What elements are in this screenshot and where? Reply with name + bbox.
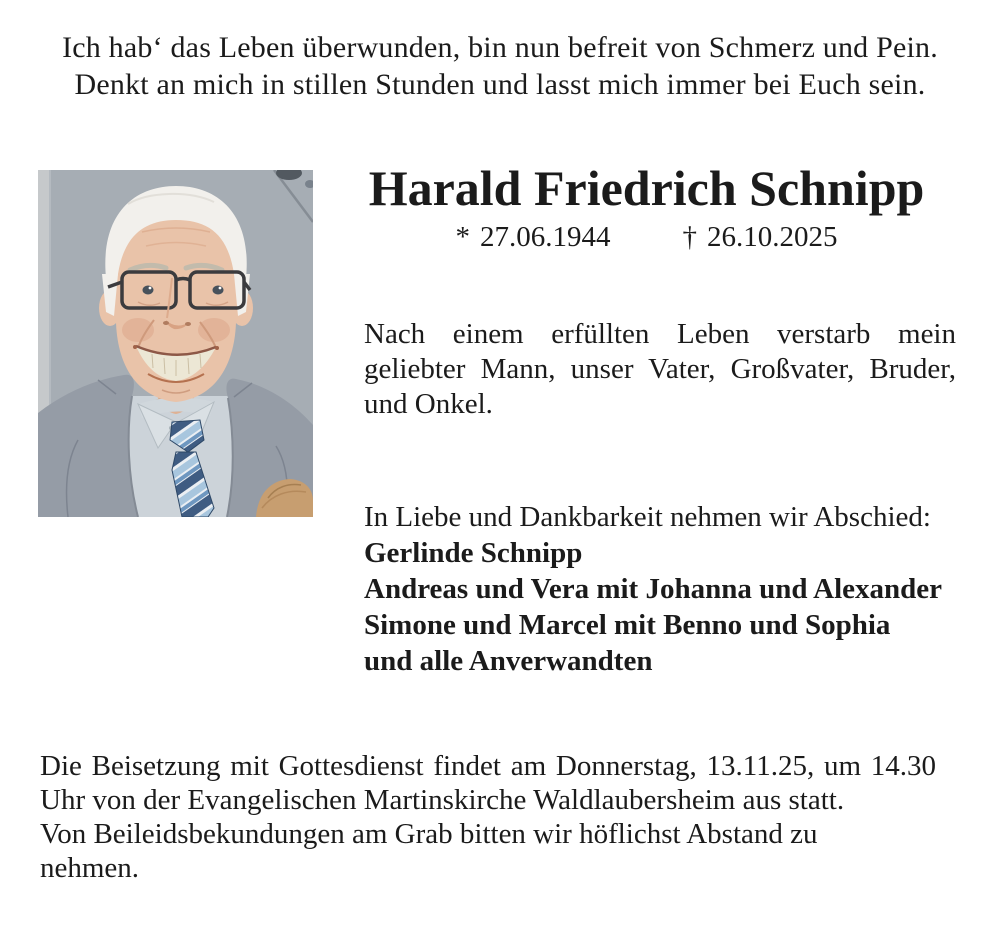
announcement-line: und Onkel. (364, 388, 493, 420)
born-symbol: * (455, 221, 470, 253)
mourner-name: und alle Anverwandten (364, 645, 653, 677)
funeral-line: Die Beisetzung mit Gottesdienst findet am Donnerstag, 13.11.25, um 14.30 (40, 750, 936, 782)
farewell-intro: In Liebe und Dankbarkeit nehmen wir Abschied: (364, 501, 931, 533)
death-date-value: 26.10.2025 (707, 221, 838, 253)
farewell-block (364, 499, 957, 679)
portrait-photo (38, 170, 313, 517)
epigraph-line-1: Ich hab‘ das Leben überwunden, bin nun befreit von Schmerz und Pein. (62, 31, 938, 64)
announcement-line: geliebter Mann, unser Vater, Großvater, Bruder, (364, 353, 956, 385)
dagger-symbol: † (682, 221, 697, 253)
announcement-paragraph (364, 317, 956, 422)
birth-date-value: 27.06.1944 (480, 221, 611, 253)
mourner-name: Gerlinde Schnipp (364, 537, 583, 569)
mourner-name: Andreas und Vera mit Johanna und Alexander (364, 573, 943, 605)
name-block (363, 162, 930, 255)
portrait-photo-drawing (38, 170, 313, 517)
life-dates (363, 219, 930, 255)
deceased-name: Harald Friedrich Schnipp (368, 160, 925, 216)
mourner-name: Simone und Marcel mit Benno und Sophia (364, 609, 891, 641)
funeral-line: nehmen. (40, 852, 140, 884)
birth-date (456, 219, 611, 255)
funeral-line: Uhr von der Evangelischen Martinskirche Waldlaubersheim aus statt. (40, 784, 845, 816)
announcement-line: Nach einem erfüllten Leben verstarb mein (364, 318, 956, 350)
funeral-line: Von Beileidsbekundungen am Grab bitten wir höflichst Abstand zu (40, 818, 818, 850)
epigraph (0, 29, 1000, 103)
funeral-details (40, 749, 936, 885)
epigraph-line-2: Denkt an mich in stillen Stunden und lasst mich immer bei Euch sein. (74, 68, 926, 101)
death-date (683, 219, 838, 255)
